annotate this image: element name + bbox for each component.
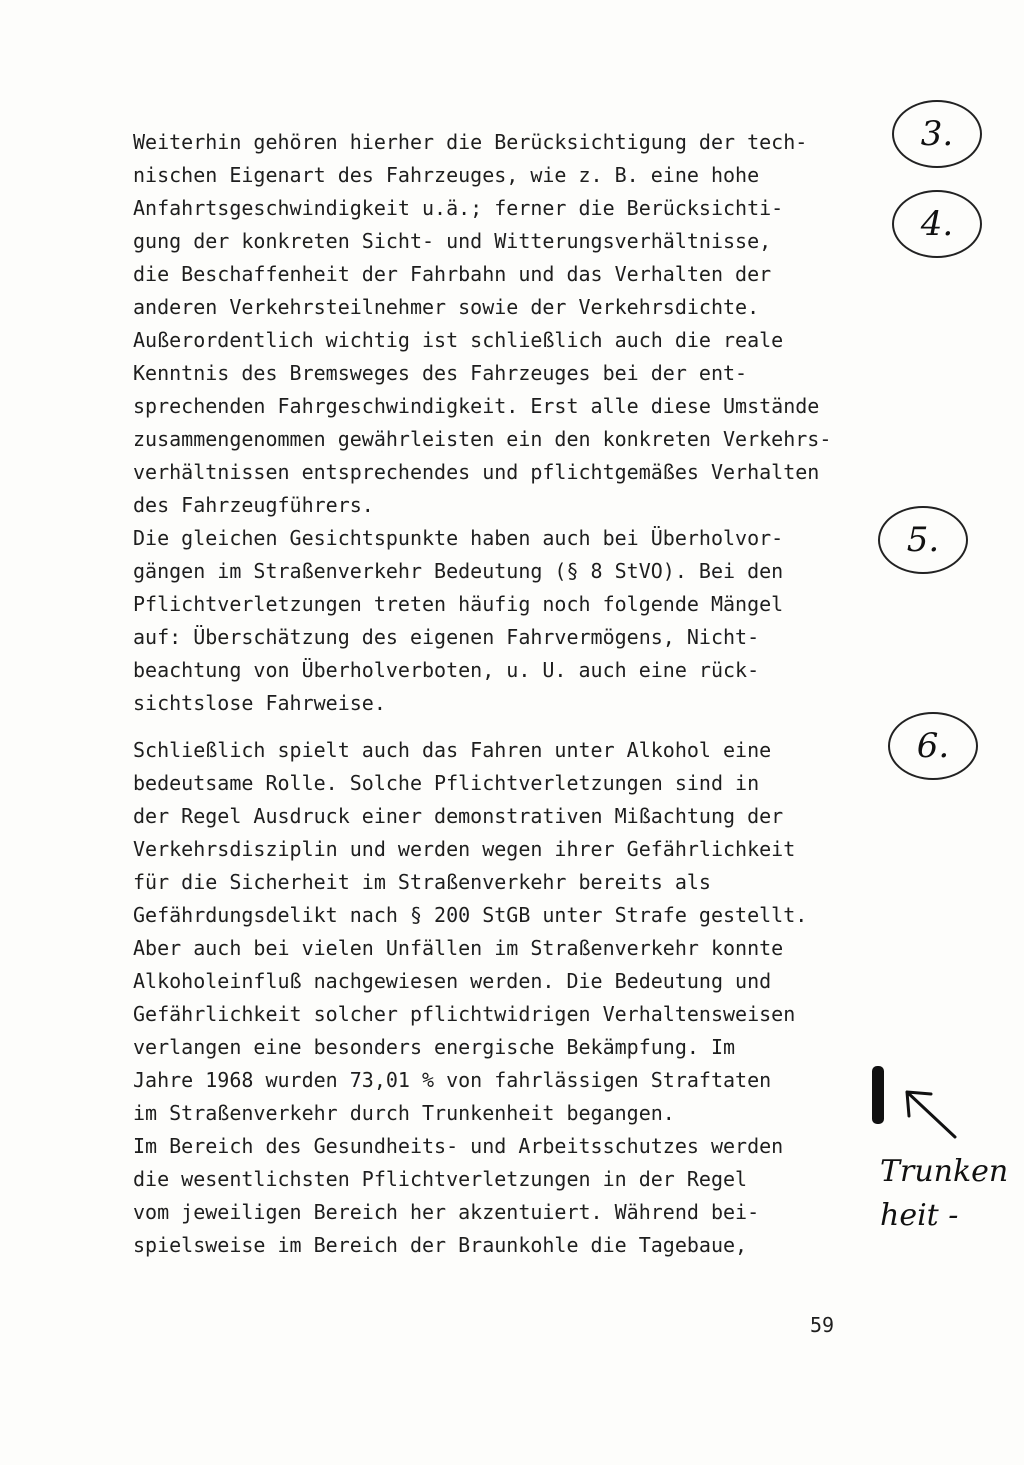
text-line: die wesentlichsten Pflichtverletzungen in der Regel [133, 1167, 748, 1191]
typed-text-block [133, 126, 893, 1262]
text-line: sichtslose Fahrweise. [133, 691, 386, 715]
text-line: spielsweise im Bereich der Braunkohle die Tagebaue, [133, 1233, 748, 1257]
page-number: 59 [810, 1313, 835, 1337]
text-line: der Regel Ausdruck einer demonstrativen Mißachtung der [133, 804, 784, 828]
text-line: gung der konkreten Sicht- und Witterungsverhältnisse, [133, 229, 772, 253]
text-line: Gefährlichkeit solcher pflichtwidrigen Verhaltensweisen [133, 1002, 796, 1026]
text-line: Kenntnis des Bremsweges des Fahrzeuges bei der ent- [133, 361, 748, 385]
arrow-icon [895, 1082, 965, 1142]
text-line: im Straßenverkehr durch Trunkenheit begangen. [133, 1101, 675, 1125]
text-line: für die Sicherheit im Straßenverkehr bereits als [133, 870, 711, 894]
margin-bar-mark [872, 1066, 884, 1124]
margin-mark-3: 3. [892, 100, 982, 168]
text-line: Aber auch bei vielen Unfällen im Straßenverkehr konnte [133, 936, 784, 960]
text-line: Anfahrtsgeschwindigkeit u.ä.; ferner die Berücksichti- [133, 196, 784, 220]
text-line: sprechenden Fahrgeschwindigkeit. Erst alle diese Umstände [133, 394, 820, 418]
text-line: gängen im Straßenverkehr Bedeutung (§ 8 StVO). Bei den [133, 559, 784, 583]
text-line: Schließlich spielt auch das Fahren unter Alkohol eine [133, 738, 772, 762]
text-line: Die gleichen Gesichtspunkte haben auch bei Überholvor- [133, 526, 784, 550]
text-line: Weiterhin gehören hierher die Berücksichtigung der tech- [133, 130, 808, 154]
text-line: Verkehrsdisziplin und werden wegen ihrer Gefährlichkeit [133, 837, 796, 861]
text-line: Pflichtverletzungen treten häufig noch folgende Mängel [133, 592, 784, 616]
paragraph-gap [133, 720, 893, 734]
margin-mark-4: 4. [892, 190, 982, 258]
text-line: verlangen eine besonders energische Bekämpfung. Im [133, 1035, 736, 1059]
text-line: beachtung von Überholverboten, u. U. auch eine rück- [133, 658, 760, 682]
text-line: verhältnissen entsprechendes und pflichtgemäßes Verhalten [133, 460, 820, 484]
text-line: Im Bereich des Gesundheits- und Arbeitsschutzes werden [133, 1134, 784, 1158]
text-line: die Beschaffenheit der Fahrbahn und das Verhalten der [133, 262, 772, 286]
margin-mark-6: 6. [888, 712, 978, 780]
handwritten-margin-note: Trunken heit - [880, 1154, 1009, 1233]
text-line: anderen Verkehrsteilnehmer sowie der Verkehrsdichte. [133, 295, 760, 319]
text-line: Alkoholeinfluß nachgewiesen werden. Die Bedeutung und [133, 969, 772, 993]
text-line: zusammengenommen gewährleisten ein den konkreten Verkehrs- [133, 427, 832, 451]
text-line: Außerordentlich wichtig ist schließlich auch die reale [133, 328, 784, 352]
text-line: des Fahrzeugführers. [133, 493, 374, 517]
text-line: auf: Überschätzung des eigenen Fahrvermögens, Nicht- [133, 625, 760, 649]
text-line: Jahre 1968 wurden 73,01 % von fahrlässigen Straftaten [133, 1068, 772, 1092]
text-line: nischen Eigenart des Fahrzeuges, wie z. B. eine hohe [133, 163, 760, 187]
text-line: Gefährdungsdelikt nach § 200 StGB unter Strafe gestellt. [133, 903, 808, 927]
text-line: bedeutsame Rolle. Solche Pflichtverletzungen sind in [133, 771, 760, 795]
text-line: vom jeweiligen Bereich her akzentuiert. Während bei- [133, 1200, 760, 1224]
margin-mark-5: 5. [878, 506, 968, 574]
